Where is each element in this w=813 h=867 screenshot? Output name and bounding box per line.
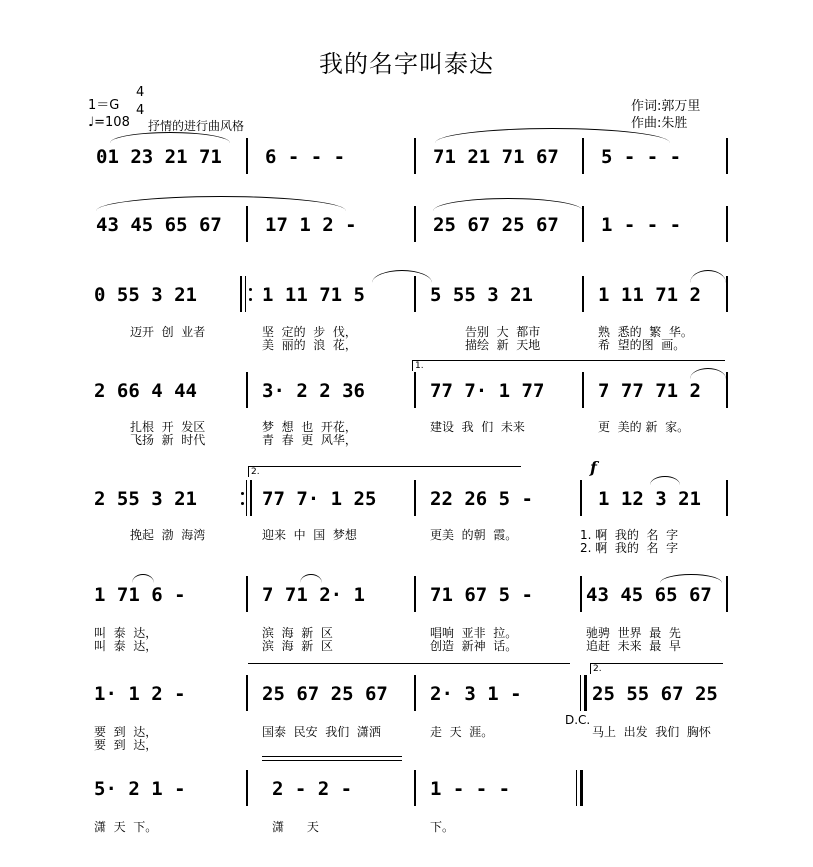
barline [246,206,248,242]
barline [246,138,248,174]
slur [660,574,722,583]
key-signature: 1＝G [88,98,120,113]
lyric-line: 飞扬 新 时代 [130,433,206,447]
repeat-dot [241,502,244,505]
quarter-note-icon: ♩ [88,115,95,130]
barline [580,576,582,612]
lyric-line: 滨 海 新 区 [262,626,333,640]
measure: 43 45 65 67 [586,584,712,606]
lyric-line: 叫 泰 达， [94,639,158,653]
slur [96,196,346,211]
measure: 1 12 3 21 [598,488,701,510]
lyric-line: 坚 定的 步 伐， [262,325,357,339]
final-barline-thick [580,770,583,806]
barline [580,675,581,711]
tie-line [262,760,402,765]
slur [690,270,726,283]
measure: 2 55 3 21 [94,488,197,510]
lyric-line: 更 美的 新 家。 [598,420,690,434]
barline [414,372,416,408]
barline [726,480,728,516]
barline [414,206,416,242]
measure: 5 55 3 21 [430,284,533,306]
measure: 1· 1 2 - [94,683,186,705]
barline [246,372,248,408]
lyric-line: 扎根 开 发区 [130,420,206,434]
barline [414,770,416,806]
lyric-line: 走 天 涯。 [430,725,494,739]
barline [414,138,416,174]
lyric-line: 青 春 更 风华， [262,433,357,447]
lyric-line: 迎来 中 国 梦想 [262,528,357,542]
measure: 17 1 2 - [265,214,357,236]
style-marking: 抒情的进行曲风格 [148,119,245,133]
lyric-line: 叫 泰 达， [94,626,158,640]
time-signature-bottom: 4 [136,103,145,118]
lyric-line: 希 望的图 画。 [598,338,686,352]
measure: 01 23 21 71 [96,146,222,168]
repeat-dot [241,492,244,495]
lyric-line: 潇 天 [272,820,319,834]
volta-bracket-2: 2. [248,466,521,477]
lyric-line: 梦 想 也 开花， [262,420,357,434]
lyric-line: 告别 大 都市 [465,325,541,339]
measure: 22 26 5 - [430,488,533,510]
barline [240,276,242,312]
slur [372,270,432,283]
slur [132,574,154,583]
measure: 0 55 3 21 [94,284,197,306]
measure: 1 - - - [430,778,511,800]
measure: 77 7· 1 25 [262,488,377,510]
measure: 2 - 2 - [272,778,353,800]
repeat-dot [249,288,252,291]
lyric-line: 要 到 达， [94,738,158,752]
measure: 25 67 25 67 [262,683,388,705]
lyric-line: 潇 天 下。 [94,820,158,834]
volta-bracket-2: 2. [590,663,723,674]
measure: 1 11 71 5 [262,284,365,306]
lyric-line: 滨 海 新 区 [262,639,333,653]
lyric-line: 2. 啊 我的 名 字 [580,541,679,555]
measure: 7 71 2· 1 [262,584,365,606]
lyric-line: 要 到 达， [94,725,158,739]
lyric-line: 挽起 渤 海湾 [130,528,206,542]
lyric-line: 1. 啊 我的 名 字 [580,528,679,542]
lyric-line: 国泰 民安 我们 潇洒 [262,725,381,739]
barline [414,675,416,711]
measure: 25 55 67 25 [592,683,718,705]
measure: 77 7· 1 77 [430,380,545,402]
lyric-line: 追赶 未来 最 早 [586,639,681,653]
final-barline-thin [576,770,577,806]
measure: 3· 2 2 36 [262,380,365,402]
repeat-end-barline [246,480,247,516]
lyric-line: 驰骋 世界 最 先 [586,626,681,640]
measure: 2 66 4 44 [94,380,197,402]
dynamic-forte: f [590,458,597,477]
lyric-line: 描绘 新 天地 [465,338,541,352]
lyric-line: 创造 新神 话。 [430,639,518,653]
barline [414,576,416,612]
barline [726,276,728,312]
barline [582,138,584,174]
barline [414,276,416,312]
lyric-line: 建设 我 们 未来 [430,420,525,434]
dc-marking: D.C. [565,713,591,727]
barline [582,372,584,408]
barline [246,675,248,711]
measure: 6 - - - [265,146,346,168]
barline [250,480,252,516]
composer: 作曲:朱胜 [631,116,688,131]
tempo-marking [88,115,130,130]
slur [433,198,583,211]
lyric-line: 马上 出发 我们 胸怀 [592,725,711,739]
measure: 5 - - - [601,146,682,168]
measure: 2· 3 1 - [430,683,522,705]
barline [414,480,416,516]
measure: 5· 2 1 - [94,778,186,800]
slur [650,476,680,485]
repeat-dot [249,298,252,301]
measure: 1 11 71 2 [598,284,701,306]
lyric-line: 下。 [430,820,455,834]
barline [726,372,728,408]
lyricist: 作词:郭万里 [631,99,701,114]
song-title: 我的名字叫泰达 [319,50,494,78]
repeat-start-barline [245,276,246,312]
lyric-line: 美 丽的 浪 花， [262,338,357,352]
lyric-line: 熟 悉的 繁 华。 [598,325,693,339]
tempo-value: =108 [94,115,130,130]
measure: 71 21 71 67 [433,146,559,168]
measure: 71 67 5 - [430,584,533,606]
measure: 7 77 71 2 [598,380,701,402]
measure: 1 71 6 - [94,584,186,606]
volta-line [248,663,570,674]
volta-bracket-1: 1. [412,360,725,371]
barline [582,206,584,242]
barline [246,770,248,806]
double-barline [584,675,587,711]
slur [300,574,322,583]
lyric-line: 更美 的朝 霞。 [430,528,518,542]
barline [726,138,728,174]
time-signature-top: 4 [136,85,145,100]
barline [580,480,582,516]
barline [246,576,248,612]
barline [582,276,584,312]
measure: 43 45 65 67 [96,214,222,236]
measure: 1 - - - [601,214,682,236]
barline [726,576,728,612]
measure: 25 67 25 67 [433,214,559,236]
lyric-line: 唱响 亚非 拉。 [430,626,518,640]
lyric-line: 迈开 创 业者 [130,325,206,339]
barline [726,206,728,242]
